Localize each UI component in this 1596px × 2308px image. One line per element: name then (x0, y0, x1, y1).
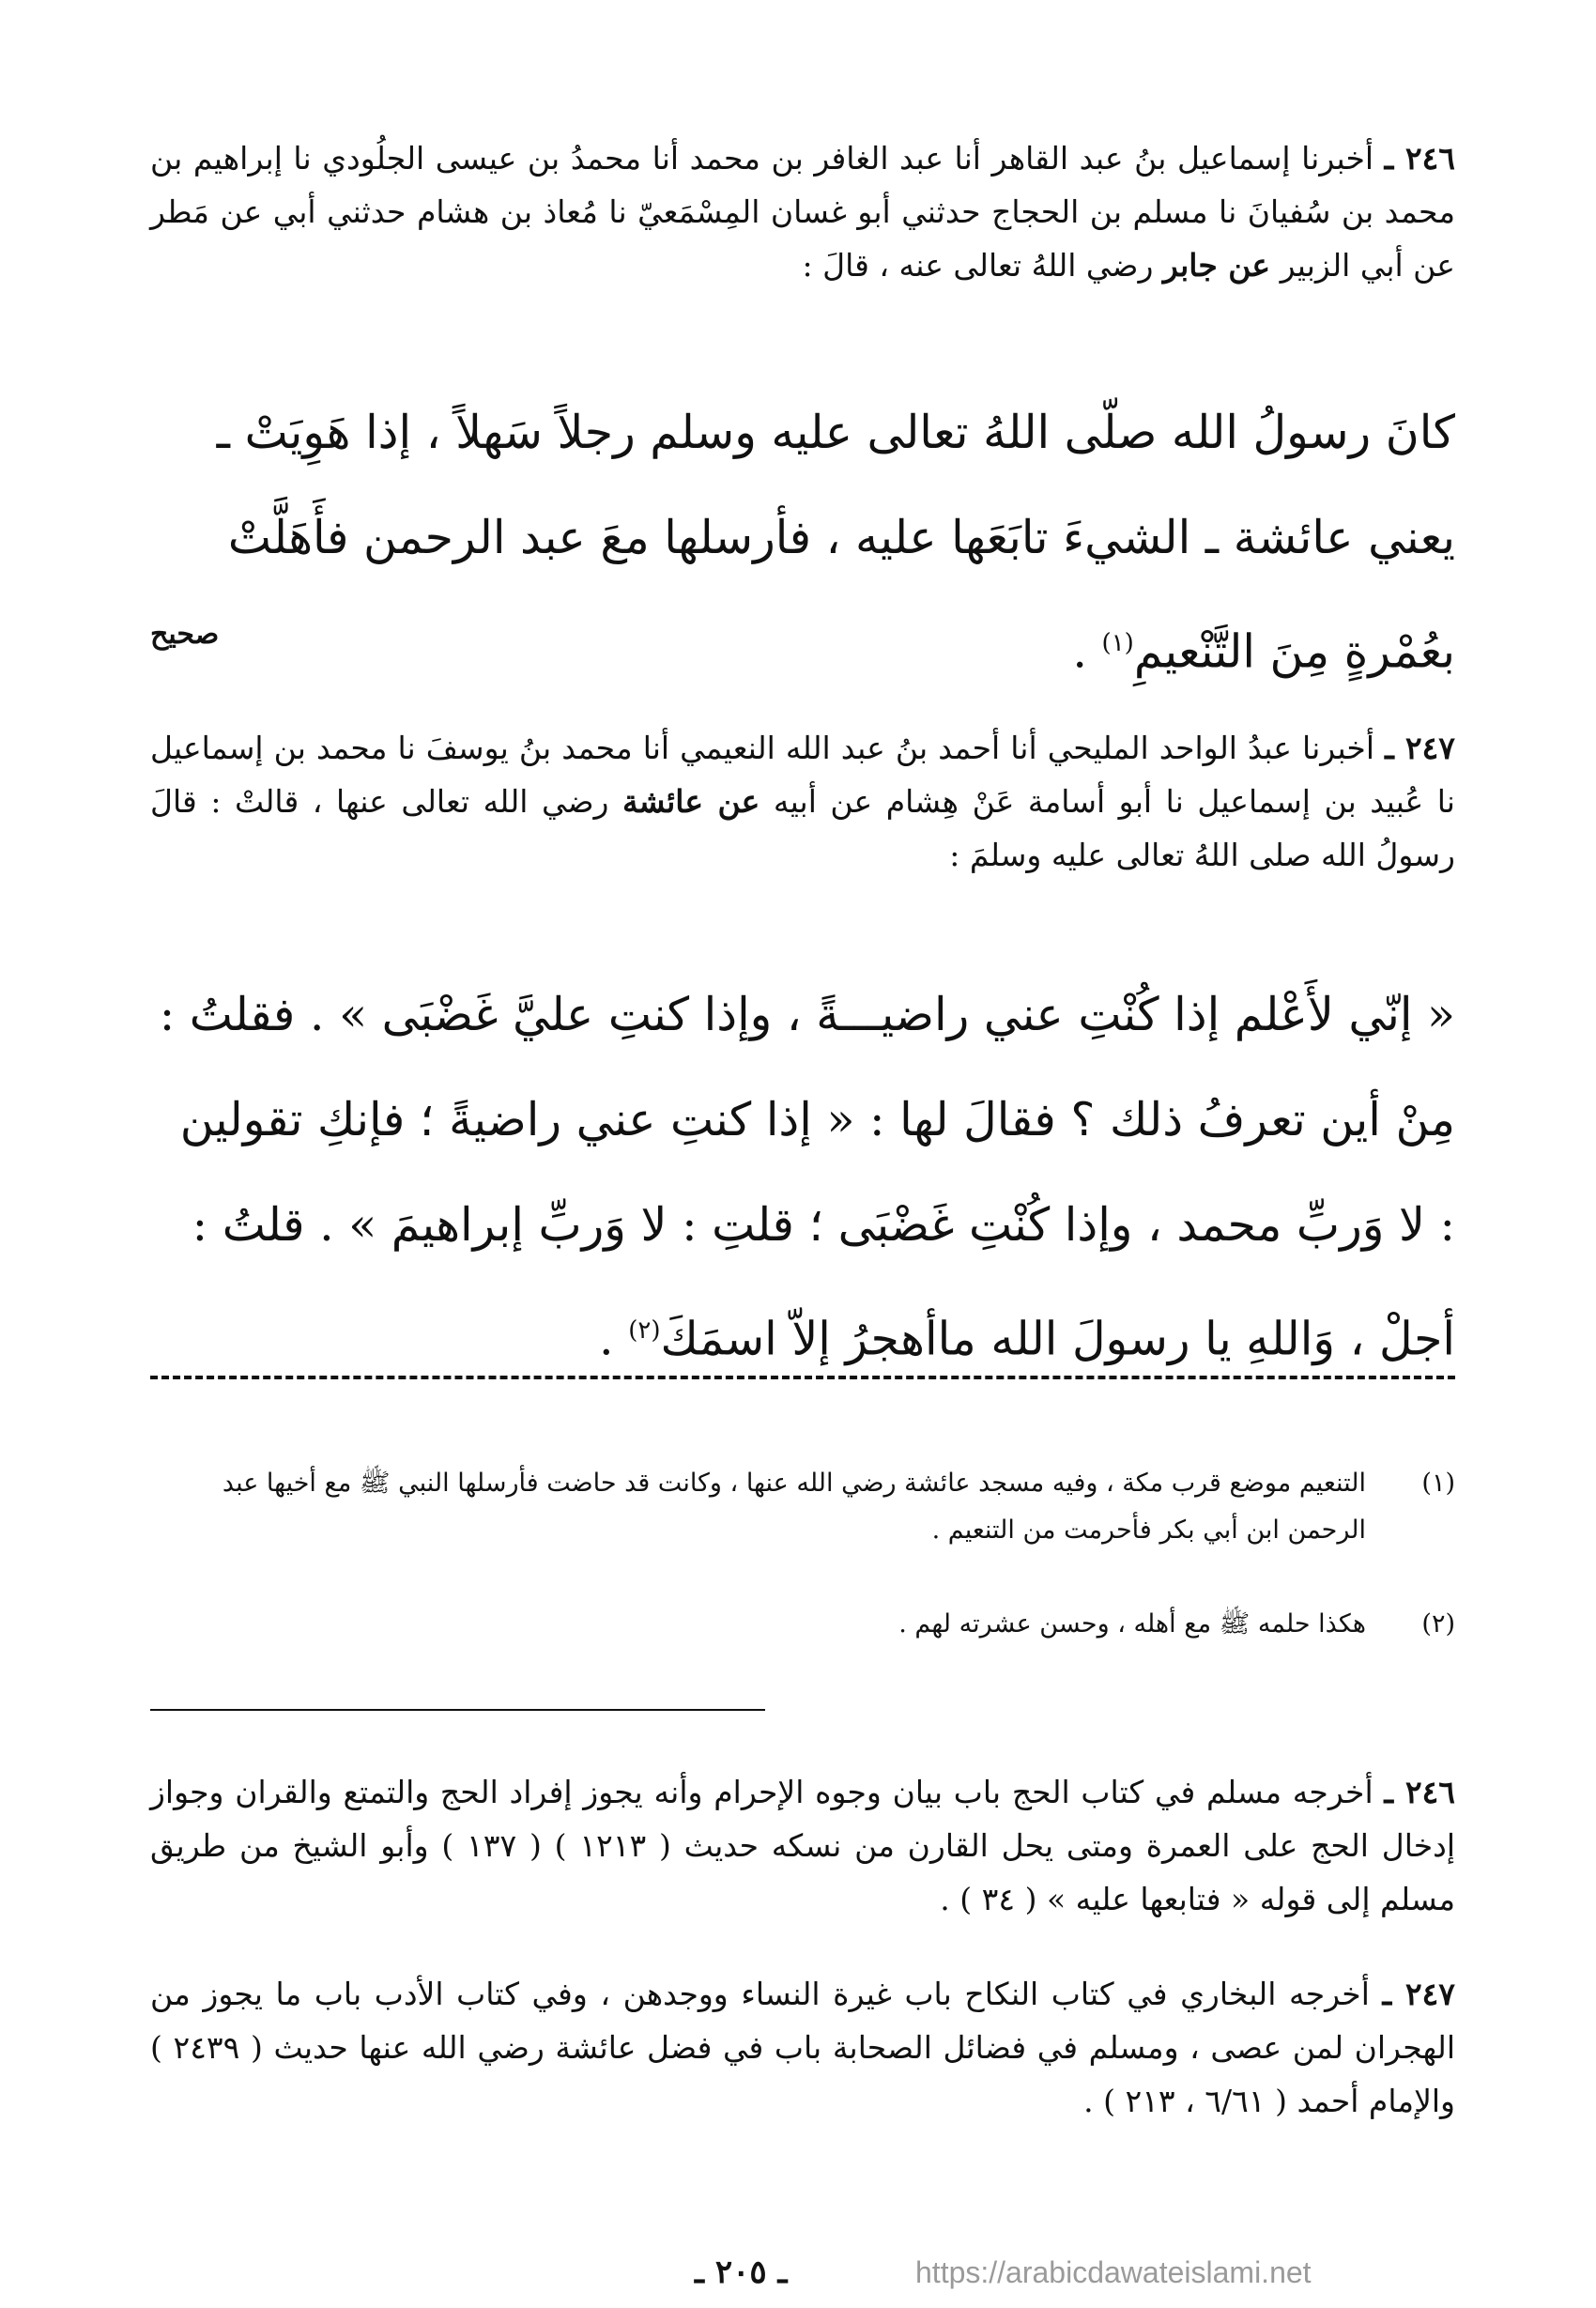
hadith-246-matn (150, 380, 1455, 704)
hadith-247-isnad (150, 721, 1455, 882)
takhrij-247 (150, 1967, 1455, 2128)
takhrij-246 (150, 1765, 1455, 1926)
isnad-text: رضي الله تعالى عنها ، قالتْ : قالَ رسولُ الله صلى اللهُ تعالى عليه وسلمَ : (150, 783, 1455, 873)
footnote-ref: (٢) (628, 1316, 661, 1345)
matn-text: كانَ رسولُ الله صلّى اللهُ تعالى عليه وسلم رجلاً سَهلاً ، إذا هَوِيَتْ ـ يعني عائشة ـ الشيءَ تابَعَها عليه ، فأرسلها معَ عبد الرحمن فأَهَلَّتْ بعُمْرةٍ مِنَ التَّنْعيمِ (216, 406, 1455, 679)
matn-end: . (599, 1312, 629, 1366)
footnote-number: (٢) (1421, 1609, 1455, 1639)
footnote-text: التنعيم موضع قرب مكة ، وفيه مسجد عائشة رضي الله عنها ، وكانت قد حاضت فأرسلها النبي ﷺ مع أخيها عبد الرحمن ابن أبي بكر فأحرمت من التنعيم . (222, 1469, 1366, 1545)
hadith-246-isnad (150, 131, 1455, 292)
takhrij-separator (150, 1709, 765, 1711)
footnote-1 (150, 1460, 1455, 1554)
isnad-text: أخبرنا إسماعيل بنُ عبد القاهر أنا عبد الغافر بن محمد أنا محمدُ بن عيسى الجلُودي نا إبراهيم بن محمد بن سُفيانَ نا مسلم بن الحجاج حدثني أبو غسان المِسْمَعيّ نا مُعاذ بن هشام حدثني أبي عن مَطر عن أبي الزبير (150, 140, 1455, 284)
isnad-text: أخبرنا عبدُ الواحد المليحي أنا أحمد بنُ عبد الله النعيمي أنا محمد بنُ يوسفَ نا محمد بن إسماعيل نا عُبيد بن إسماعيل نا أبو أسامة عَنْ هِشام عن أبيه (150, 730, 1455, 820)
takhrij-number: ٢٤٧ ـ (1382, 1976, 1455, 2012)
isnad-text: رضي اللهُ تعالى عنه ، قالَ : (802, 247, 1154, 284)
footnote-number: (١) (1421, 1469, 1455, 1498)
footnote-text: هكذا حلمه ﷺ مع أهله ، وحسن عشرته لهم . (898, 1609, 1366, 1639)
takhrij-text: أخرجه البخاري في كتاب النكاح باب غيرة النساء ووجدهن ، وفي كتاب الأدب باب ما يجوز من الهجران لمن عصى ، ومسلم في فضائل الصحابة باب في فضل عائشة رضي الله عنها حديث ( ٢٤٣٩ ) والإمام أحمد ( ٦/٦١ ، ٢١٣ ) . (150, 1976, 1455, 2119)
hadith-number: ٢٤٦ ـ (1384, 140, 1455, 177)
takhrij-text: أخرجه مسلم في كتاب الحج باب بيان وجوه الإحرام وأنه يجوز إفراد الحج والتمتع والقران وجواز إدخال الحج على العمرة ومتى يحل القارن من نسكه حديث ( ١٢١٣ ) ( ١٣٧ ) وأبو الشيخ من طريق مسلم إلى قوله « فتابعها عليه » ( ٣٤ ) . (150, 1774, 1456, 1917)
hadith-number: ٢٤٧ ـ (1385, 730, 1455, 766)
narrator-companion: عن جابر (1162, 247, 1271, 284)
footnote-2 (150, 1601, 1455, 1648)
hadith-grade: صحيح (150, 618, 220, 651)
watermark-url: https://arabicdawateislami.net (915, 2255, 1312, 2289)
footnote-separator (150, 1376, 1455, 1379)
takhrij-number: ٢٤٦ ـ (1384, 1774, 1455, 1810)
narrator-companion: عن عائشة (622, 783, 760, 820)
page-number: ـ ٢٠٥ ـ (695, 2254, 788, 2291)
hadith-247-matn (150, 962, 1455, 1392)
matn-text: « إنّي لأَعْلم إذا كُنْتِ عني راضيـــةً ، وإذا كنتِ عليَّ غَضْبَى » . فقلتُ : مِنْ أين تعرفُ ذلك ؟ فقالَ لها : « إذا كنتِ عني راضيةً ؛ فإنكِ تقولين : لا وَربِّ محمد ، وإذا كُنْتِ غَضْبَى ؛ قلتِ : لا وَربِّ إبراهيمَ » . قلتُ : أجلْ ، وَاللهِ يا رسولَ الله ماأهجرُ إلاّ اسمَكَ (159, 988, 1455, 1366)
matn-end: . (1072, 624, 1102, 679)
footnote-ref: (١) (1101, 629, 1134, 657)
